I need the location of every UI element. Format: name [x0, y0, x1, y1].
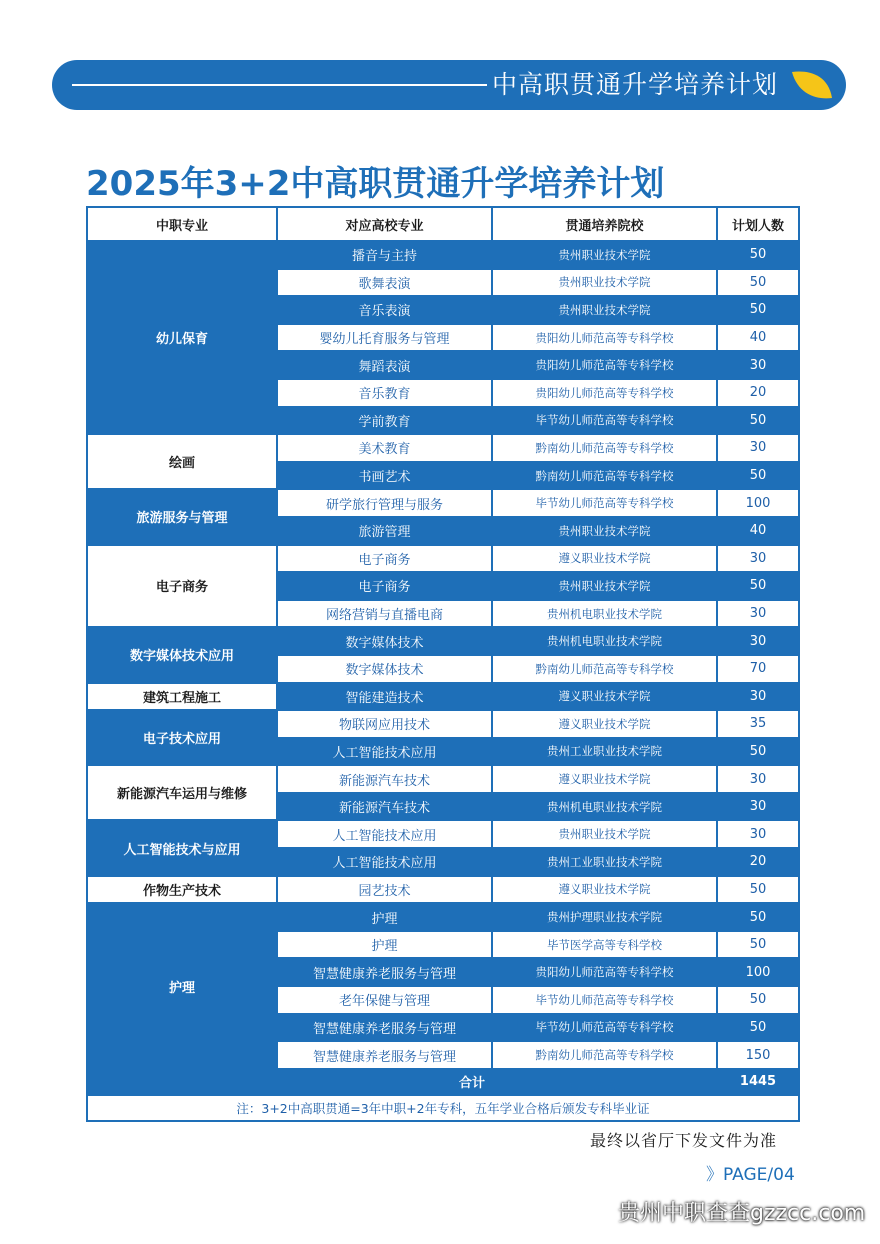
program-cell: 园艺技术: [277, 876, 492, 904]
count-cell: 100: [717, 489, 799, 517]
column-header: 贯通培养院校: [492, 207, 717, 241]
major-cell: 绘画: [87, 434, 277, 489]
table-row: [87, 820, 799, 848]
count-cell: 20: [717, 379, 799, 407]
count-cell: 35: [717, 710, 799, 738]
program-cell: 数字媒体技术: [277, 655, 492, 683]
column-header: 对应高校专业: [277, 207, 492, 241]
school-cell: 遵义职业技术学院: [492, 710, 717, 738]
program-cell: 人工智能技术应用: [277, 820, 492, 848]
school-cell: 贵州职业技术学院: [492, 572, 717, 600]
count-cell: 50: [717, 241, 799, 269]
total-label: 合计: [87, 1069, 492, 1095]
table-row: [87, 903, 799, 931]
count-cell: 100: [717, 958, 799, 986]
table-row: [87, 876, 799, 904]
count-cell: 50: [717, 931, 799, 959]
major-cell: 旅游服务与管理: [87, 489, 277, 544]
table-header-row: [87, 207, 799, 241]
program-cell: 旅游管理: [277, 517, 492, 545]
plan-table: [86, 206, 800, 1122]
school-cell: 黔南幼儿师范高等专科学校: [492, 434, 717, 462]
program-cell: 智慧健康养老服务与管理: [277, 958, 492, 986]
school-cell: 毕节医学高等专科学校: [492, 931, 717, 959]
program-cell: 新能源汽车技术: [277, 793, 492, 821]
program-cell: 网络营销与直播电商: [277, 600, 492, 628]
school-cell: 贵州职业技术学院: [492, 269, 717, 297]
table-row: [87, 434, 799, 462]
school-cell: 遵义职业技术学院: [492, 876, 717, 904]
program-cell: 学前教育: [277, 407, 492, 435]
table-body: [87, 241, 799, 1069]
count-cell: 30: [717, 545, 799, 573]
major-cell: 新能源汽车运用与维修: [87, 765, 277, 820]
major-cell: 幼儿保育: [87, 241, 277, 434]
program-cell: 电子商务: [277, 545, 492, 573]
note-row: [87, 1095, 799, 1121]
count-cell: 50: [717, 407, 799, 435]
school-cell: 贵州职业技术学院: [492, 517, 717, 545]
count-cell: 30: [717, 820, 799, 848]
program-cell: 智慧健康养老服务与管理: [277, 1014, 492, 1042]
header-banner: [52, 60, 846, 110]
school-cell: 遵义职业技术学院: [492, 683, 717, 711]
major-cell: 作物生产技术: [87, 876, 277, 904]
table-row: [87, 489, 799, 517]
school-cell: 贵阳幼儿师范高等专科学校: [492, 324, 717, 352]
program-cell: 音乐表演: [277, 296, 492, 324]
program-cell: 电子商务: [277, 572, 492, 600]
count-cell: 70: [717, 655, 799, 683]
count-cell: 50: [717, 876, 799, 904]
count-cell: 30: [717, 434, 799, 462]
count-cell: 50: [717, 462, 799, 490]
major-cell: 建筑工程施工: [87, 683, 277, 711]
count-cell: 30: [717, 600, 799, 628]
school-cell: 贵州工业职业技术学院: [492, 738, 717, 766]
school-cell: 贵州职业技术学院: [492, 241, 717, 269]
count-cell: 30: [717, 765, 799, 793]
count-cell: 30: [717, 683, 799, 711]
column-header: 中职专业: [87, 207, 277, 241]
count-cell: 50: [717, 296, 799, 324]
program-cell: 护理: [277, 931, 492, 959]
page-number: 》PAGE/04: [706, 1165, 795, 1185]
total-value: 1445: [717, 1069, 799, 1095]
program-cell: 智能建造技术: [277, 683, 492, 711]
final-note: 最终以省厅下发文件为准: [590, 1131, 778, 1150]
program-cell: 舞蹈表演: [277, 351, 492, 379]
count-cell: 50: [717, 738, 799, 766]
school-cell: 毕节幼儿师范高等专科学校: [492, 489, 717, 517]
school-cell: 毕节幼儿师范高等专科学校: [492, 407, 717, 435]
watermark: 贵州中职查查gzzcc.com: [618, 1201, 866, 1226]
table-note: 注：3+2中高职贯通=3年中职+2年专科，五年学业合格后颁发专科毕业证: [87, 1095, 799, 1121]
table-row: [87, 545, 799, 573]
count-cell: 150: [717, 1041, 799, 1069]
count-cell: 50: [717, 986, 799, 1014]
banner-title: 中高职贯通升学培养计划: [492, 70, 779, 99]
major-cell: 护理: [87, 903, 277, 1069]
school-cell: 贵州职业技术学院: [492, 820, 717, 848]
program-cell: 音乐教育: [277, 379, 492, 407]
school-cell: 遵义职业技术学院: [492, 545, 717, 573]
table-row: [87, 765, 799, 793]
major-cell: 电子技术应用: [87, 710, 277, 765]
count-cell: 50: [717, 1014, 799, 1042]
school-cell: 毕节幼儿师范高等专科学校: [492, 986, 717, 1014]
column-header: 计划人数: [717, 207, 799, 241]
school-cell: 贵阳幼儿师范高等专科学校: [492, 351, 717, 379]
count-cell: 20: [717, 848, 799, 876]
program-cell: 新能源汽车技术: [277, 765, 492, 793]
school-cell: 贵州护理职业技术学院: [492, 903, 717, 931]
school-cell: 黔南幼儿师范高等专科学校: [492, 462, 717, 490]
school-cell: 毕节幼儿师范高等专科学校: [492, 1014, 717, 1042]
count-cell: 50: [717, 572, 799, 600]
total-spacer: [492, 1069, 717, 1095]
major-cell: 电子商务: [87, 545, 277, 628]
school-cell: 贵州工业职业技术学院: [492, 848, 717, 876]
table-row: [87, 627, 799, 655]
program-cell: 数字媒体技术: [277, 627, 492, 655]
program-cell: 人工智能技术应用: [277, 848, 492, 876]
table-row: [87, 683, 799, 711]
program-cell: 智慧健康养老服务与管理: [277, 1041, 492, 1069]
page-title: 2025年3+2中高职贯通升学培养计划: [86, 164, 665, 204]
program-cell: 书画艺术: [277, 462, 492, 490]
school-cell: 贵州机电职业技术学院: [492, 627, 717, 655]
program-cell: 护理: [277, 903, 492, 931]
count-cell: 30: [717, 627, 799, 655]
yellow-leaf-icon: [790, 68, 834, 102]
total-row: [87, 1069, 799, 1095]
program-cell: 老年保健与管理: [277, 986, 492, 1014]
school-cell: 贵阳幼儿师范高等专科学校: [492, 958, 717, 986]
major-cell: 数字媒体技术应用: [87, 627, 277, 682]
school-cell: 黔南幼儿师范高等专科学校: [492, 1041, 717, 1069]
program-cell: 物联网应用技术: [277, 710, 492, 738]
school-cell: 贵阳幼儿师范高等专科学校: [492, 379, 717, 407]
program-cell: 婴幼儿托育服务与管理: [277, 324, 492, 352]
major-cell: 人工智能技术与应用: [87, 820, 277, 875]
program-cell: 播音与主持: [277, 241, 492, 269]
program-cell: 研学旅行管理与服务: [277, 489, 492, 517]
banner-rule: [72, 84, 487, 86]
table-row: [87, 241, 799, 269]
school-cell: 遵义职业技术学院: [492, 765, 717, 793]
school-cell: 贵州职业技术学院: [492, 296, 717, 324]
program-cell: 人工智能技术应用: [277, 738, 492, 766]
count-cell: 40: [717, 517, 799, 545]
count-cell: 40: [717, 324, 799, 352]
school-cell: 贵州机电职业技术学院: [492, 600, 717, 628]
school-cell: 黔南幼儿师范高等专科学校: [492, 655, 717, 683]
school-cell: 贵州机电职业技术学院: [492, 793, 717, 821]
count-cell: 50: [717, 269, 799, 297]
table-row: [87, 710, 799, 738]
program-cell: 美术教育: [277, 434, 492, 462]
count-cell: 50: [717, 903, 799, 931]
program-cell: 歌舞表演: [277, 269, 492, 297]
count-cell: 30: [717, 351, 799, 379]
count-cell: 30: [717, 793, 799, 821]
